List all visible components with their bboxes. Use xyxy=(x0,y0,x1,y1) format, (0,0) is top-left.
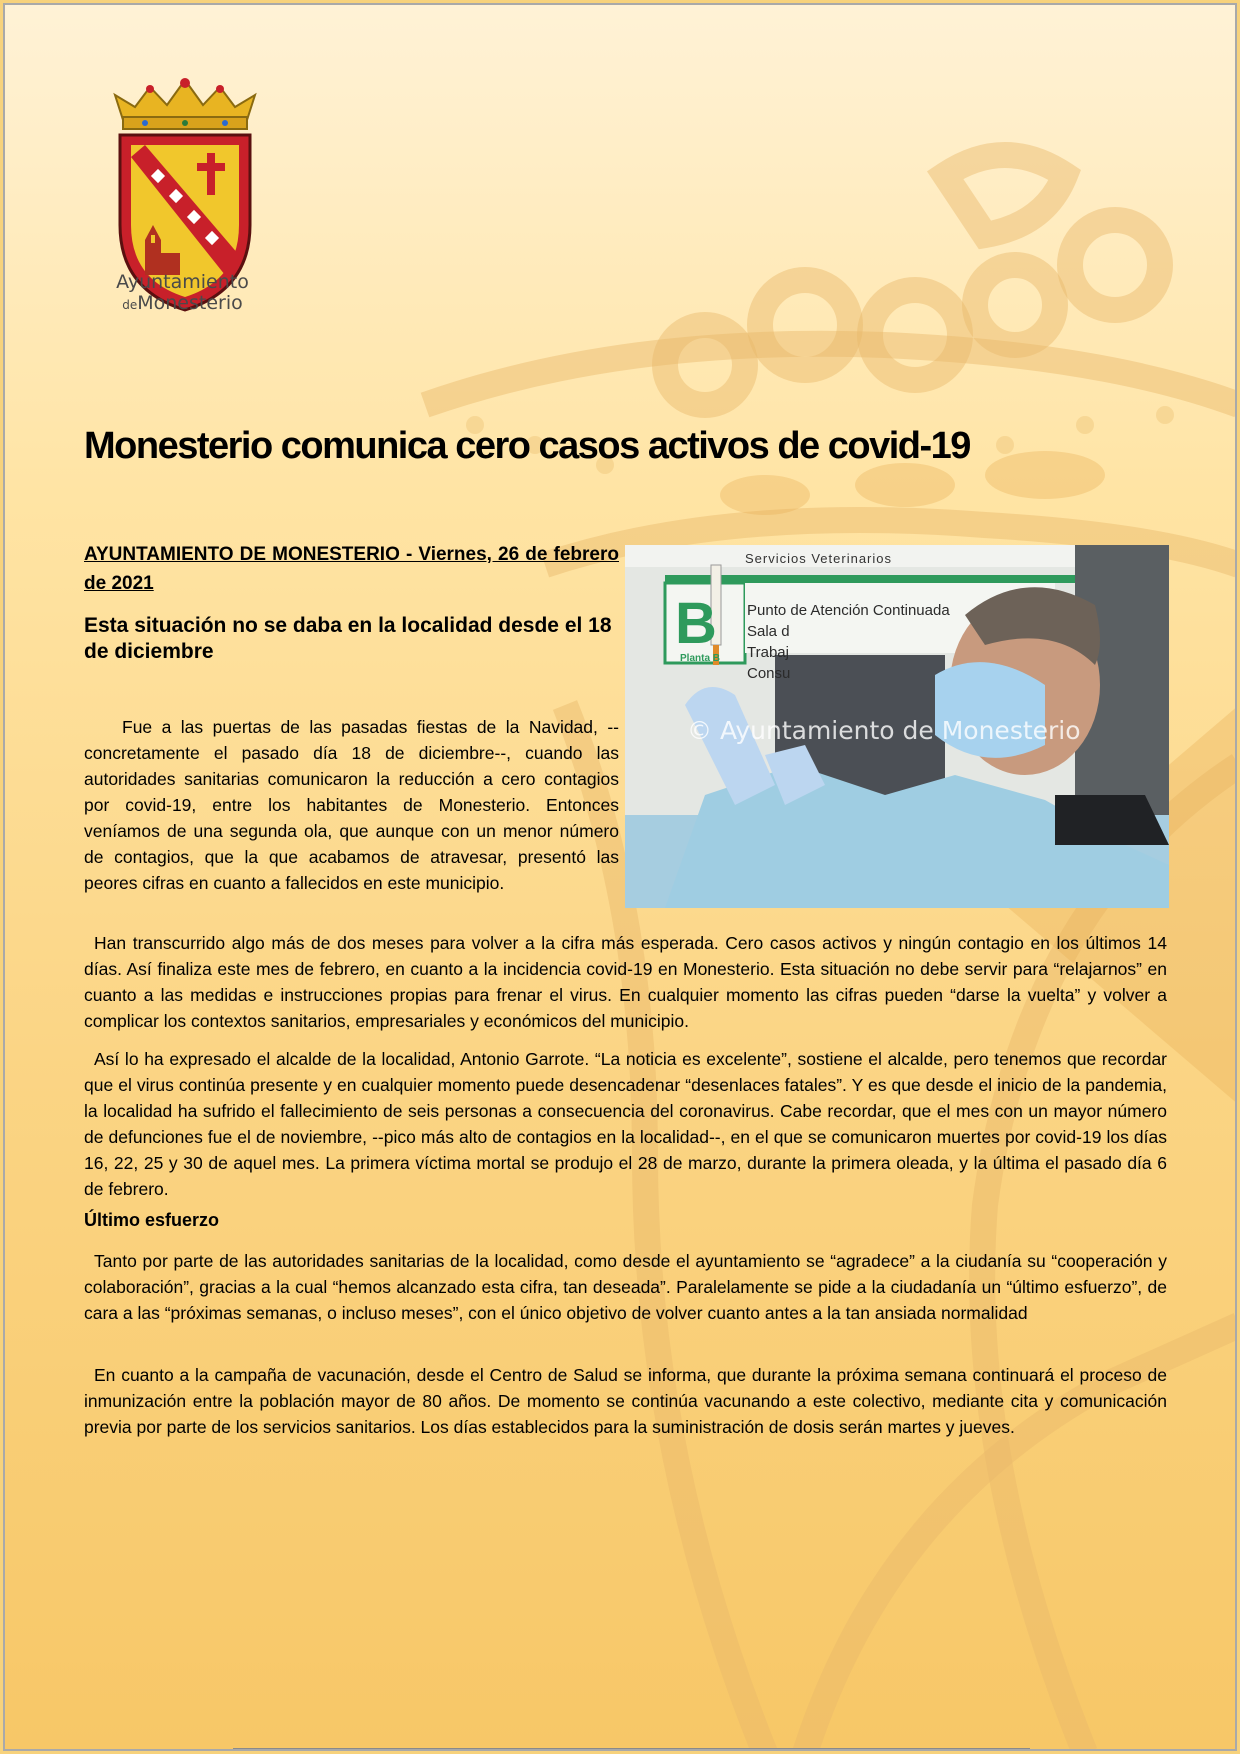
article-title: Monesterio comunica cero casos activos de covid-19 xyxy=(84,425,970,467)
logo-line-1: Ayuntamiento xyxy=(116,271,249,293)
vaccination-photo xyxy=(625,545,1169,908)
sign-small-text: Planta B xyxy=(680,653,721,664)
section-paragraph-1: Tanto por parte de las autoridades sanitarias de la localidad, como desde el ayuntamiento se “agradece” a la ciudanía su “cooperación y colaboración”, gracias a la cual “hemos alcanzado esta cifra, tan deseada”. Paralelamente se pide a la ciudadanía un “último esfuerzo”, de cara a las “próximas semanas, o incluso meses”, con el único objetivo de volver cuanto antes a la tan ansiada normalidad xyxy=(84,1251,1167,1323)
document-page xyxy=(3,3,1237,1751)
footer-divider xyxy=(233,1748,1030,1751)
logo-town: Monesterio xyxy=(137,292,243,314)
sign-top-text: Servicios Veterinarios xyxy=(745,551,892,566)
article-subtitle: Esta situación no se daba en la localidad desde el 18 de diciembre xyxy=(84,614,612,663)
logo-line-2 xyxy=(95,293,270,316)
sign-line-1: Punto de Atención Continuada xyxy=(747,602,950,619)
logo-prefix: de xyxy=(122,298,138,312)
section-paragraph-2: En cuanto a la campaña de vacunación, desde el Centro de Salud se informa, que durante la próxima semana continuará el proceso de inmunización entre la población mayor de 80 años. De momento se continúa vacunando a este colectivo, mediante cita y comunicación previa por parte de los servicios sanitarios. Los días establecidos para la suministración de dosis serán martes y jueves. xyxy=(84,1365,1167,1437)
article-paragraph-2: Han transcurrido algo más de dos meses para volver a la cifra más esperada. Cero casos activos y ningún contagio en los últimos 14 días. Así finaliza este mes de febrero, en cuanto a la incidencia covid-19 en Monesterio. Esta situación no debe servir para “relajarnos” en cuanto a las medidas e instrucciones propias para frenar el virus. En cualquier momento las cifras pueden “darse la vuelta” y volver a complicar los contextos sanitarios, empresariales y económicos del municipio. xyxy=(84,933,1167,1031)
sign-line-2: Sala d xyxy=(747,623,790,640)
article-byline: AYUNTAMIENTO DE MONESTERIO - Viernes, 26 de febrero de 2021 xyxy=(84,544,619,594)
municipality-logo-text xyxy=(95,272,270,316)
sign-line-3: Trabaj xyxy=(747,644,789,661)
photo-watermark: © Ayuntamiento de Monesterio xyxy=(687,716,1081,745)
sign-main-text xyxy=(747,600,950,684)
article-paragraph-1: Fue a las puertas de las pasadas fiestas de la Navidad, --concretamente el pasado día 18 de diciembre--, cuando las autoridades sanitarias comunicaron la reducción a cero contagios por covid-19, entre los habitantes de Monesterio. Entonces veníamos de una segunda ola, que aunque con un menor número de contagios, que la que acabamos de atravesar, presentó las peores cifras en cuanto a fallecidos en este municipio. xyxy=(84,717,619,893)
article-paragraph-3: Así lo ha expresado el alcalde de la localidad, Antonio Garrote. “La noticia es excelente”, sostiene el alcalde, pero tenemos que recordar que el virus continúa presente y en cualquier momento puede desencadenar “desenlaces fatales”. Y es que desde el inicio de la pandemia, la localidad ha sufrido el fallecimiento de seis personas a consecuencia del coronavirus. Cabe recordar, que el mes con un mayor número de defunciones fue el de noviembre, --pico más alto de contagios en la localidad--, en el que se comunicaron muertes por covid-19 los días 16, 22, 25 y 30 de aquel mes. La primera víctima mortal se produjo el 28 de marzo, durante la primera oleada, y la última el pasado día 6 de febrero. xyxy=(84,1049,1167,1199)
sign-line-4: Consu xyxy=(747,665,791,682)
sign-letter: B xyxy=(675,591,717,656)
section-heading: Último esfuerzo xyxy=(84,1210,220,1230)
